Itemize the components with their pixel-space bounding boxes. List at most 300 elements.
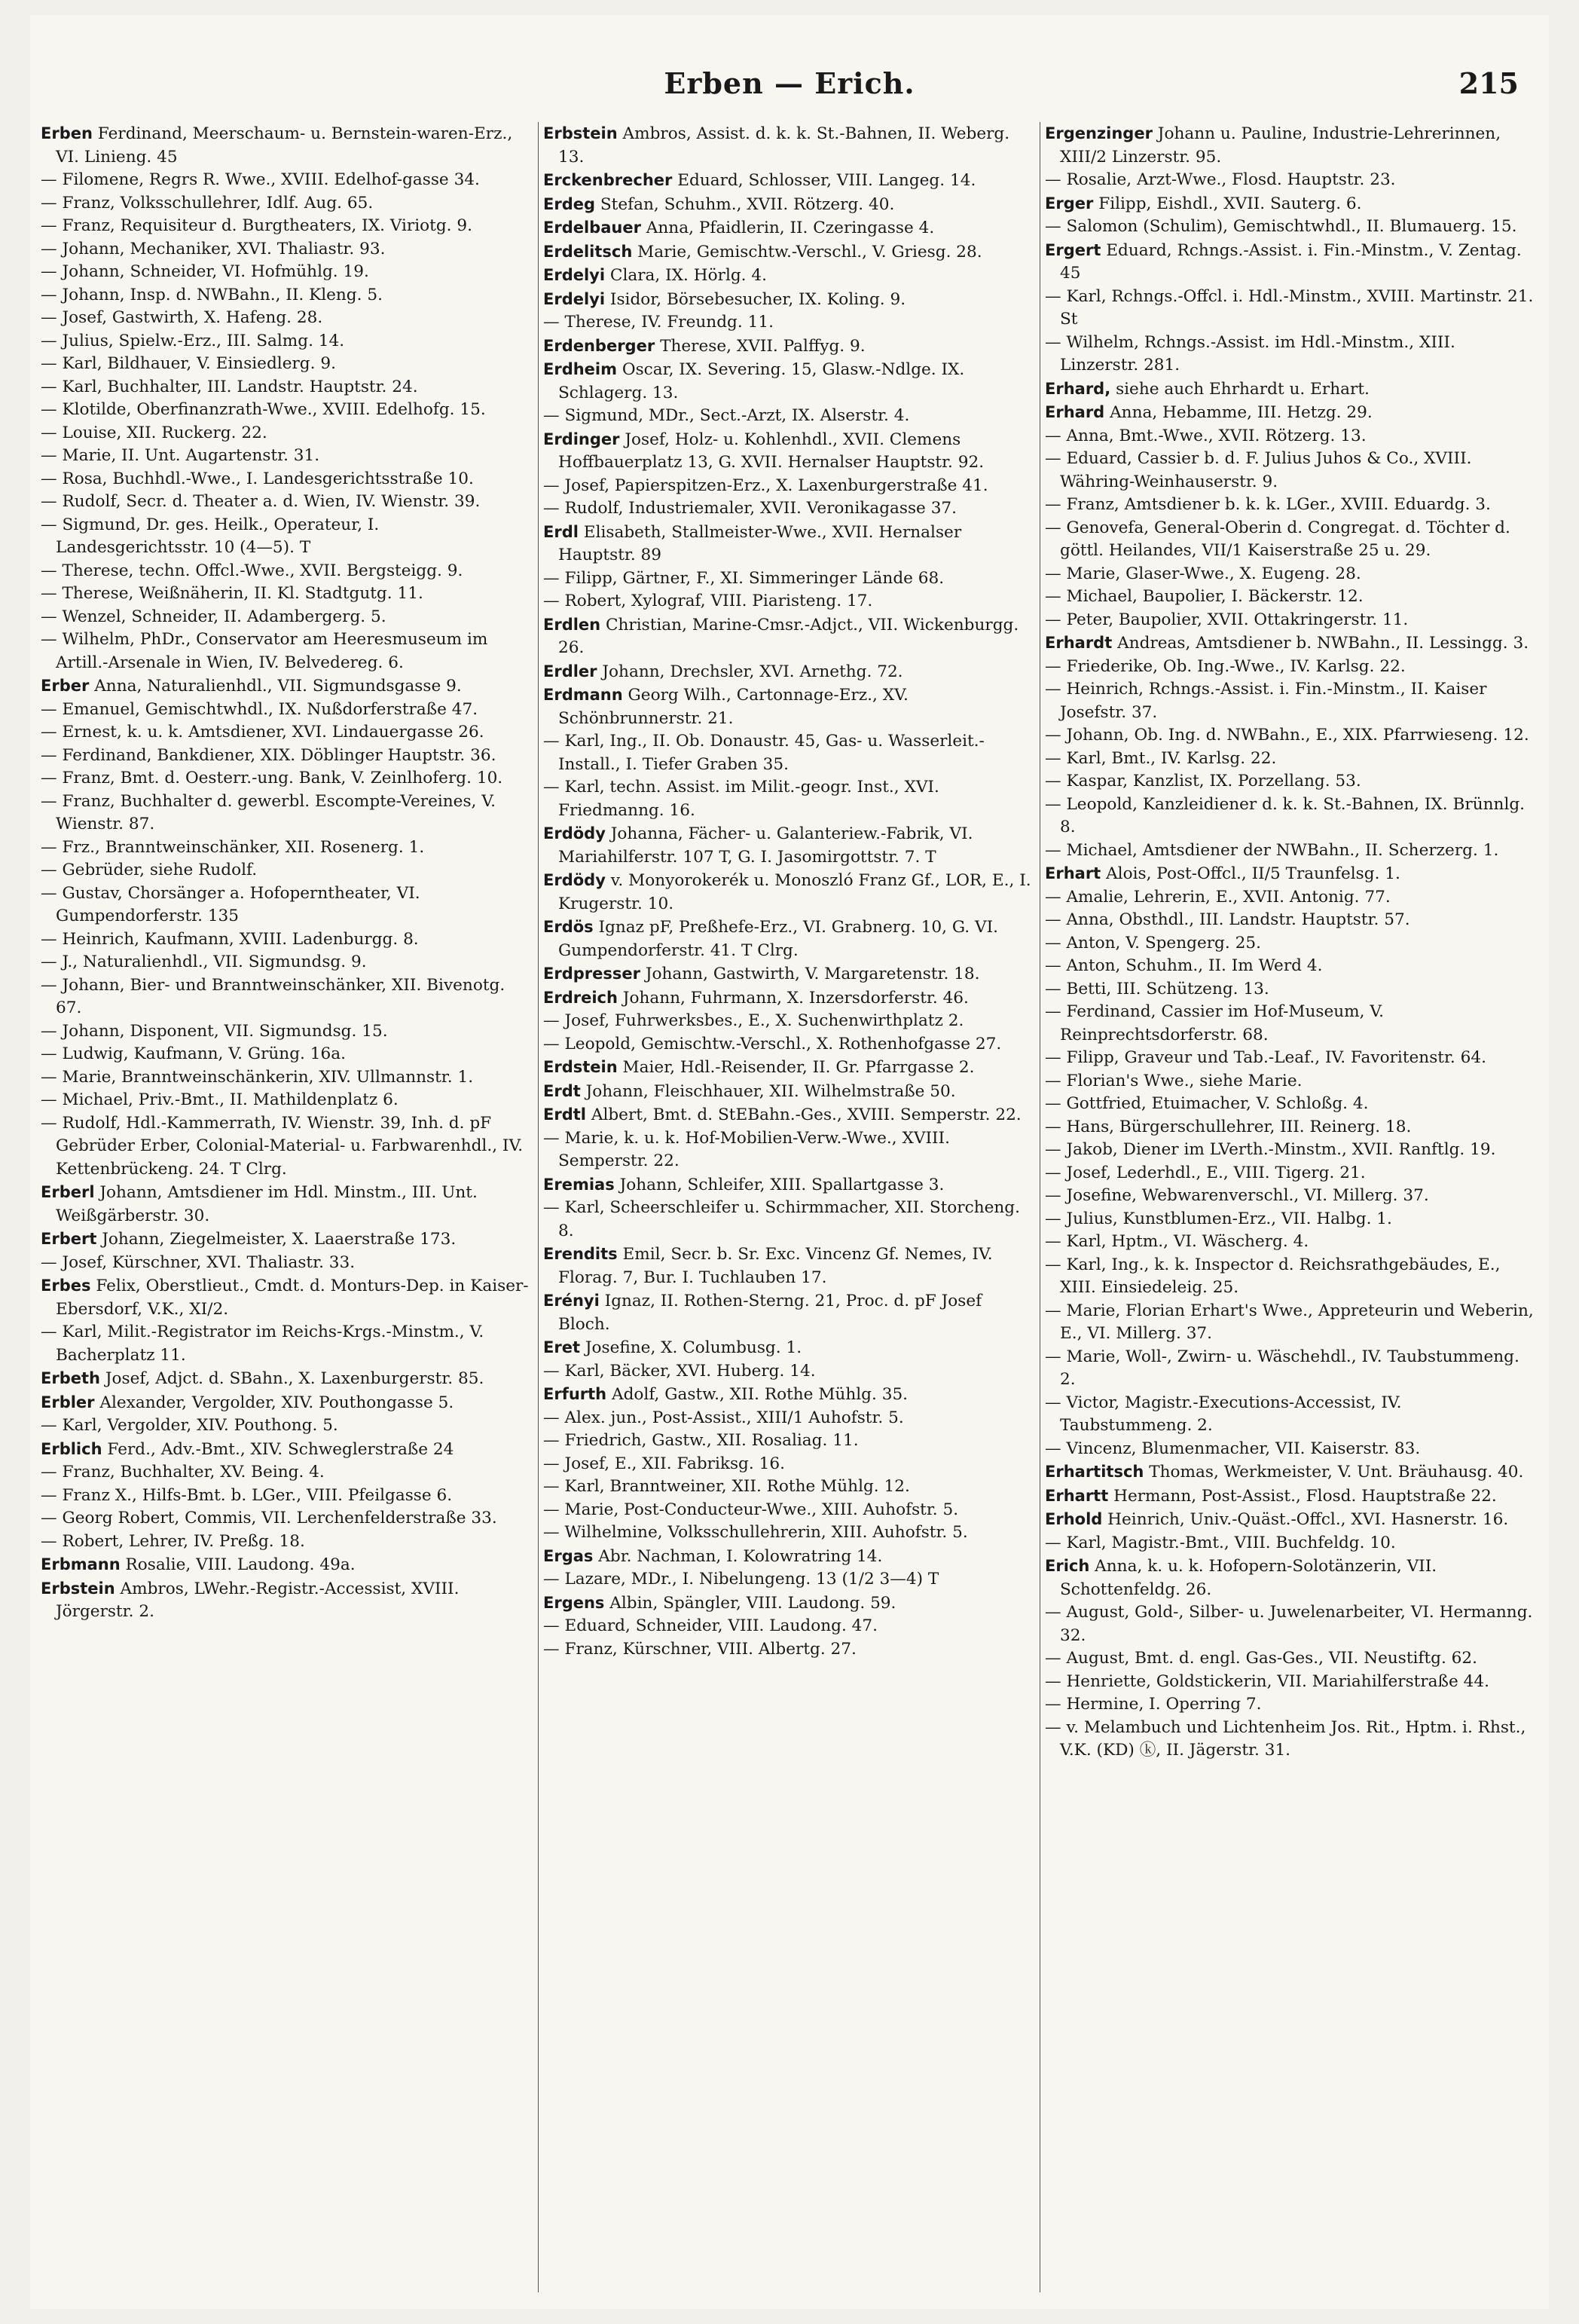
entry-text: — Hermine, I. Operring 7. xyxy=(1045,1695,1262,1714)
entry-surname: Erhart xyxy=(1045,864,1101,882)
page-header xyxy=(30,60,1549,121)
entry-text: — Josef, Fuhrwerksbes., E., X. Suchenwirthplatz 2. xyxy=(543,1011,964,1030)
directory-entry xyxy=(1045,1001,1537,1047)
entry-surname: Erényi xyxy=(543,1292,600,1310)
entry-text: — Filomene, Regrs R. Wwe., XVIII. Edelhof-gasse 34. xyxy=(41,170,480,189)
directory-entry xyxy=(543,216,1035,240)
directory-entry xyxy=(543,1499,1035,1522)
entry-surname: Eremias xyxy=(543,1175,615,1194)
entry-text: — Wenzel, Schneider, II. Adambergerg. 5. xyxy=(41,607,386,626)
entry-text: — Therese, Weißnäherin, II. Kl. Stadtgutg. 11. xyxy=(41,584,423,603)
entry-text: — Franz, Buchhalter d. gewerbl. Escompte-Vereines, V. Wienstr. 87. xyxy=(41,791,496,833)
entry-text: Josef, Holz- u. Kohlenhdl., XVII. Clemens Hoffbauerplatz 13, G. XVII. Hernalser Hauptstr. 92. xyxy=(558,430,985,472)
entry-text: Oscar, IX. Severing. 15, Glasw.-Ndlge. IX. Schlagerg. 13. xyxy=(558,360,965,402)
entry-text: — Franz, Bmt. d. Oesterr.-ung. Bank, V. Zeinlhoferg. 10. xyxy=(41,769,503,787)
entry-surname: Erbert xyxy=(41,1230,97,1248)
directory-entry xyxy=(543,776,1035,822)
entry-text: Eduard, Rchngs.-Assist. i. Fin.-Minstm., V. Zentag. 45 xyxy=(1060,240,1522,283)
entry-text: — Heinrich, Kaufmann, XVIII. Ladenburgg. 8. xyxy=(41,929,419,949)
entry-text: — Karl, Magistr.-Bmt., VIII. Buchfeldg. 10. xyxy=(1045,1533,1396,1552)
entry-text: — Peter, Baupolier, XVII. Ottakringerstr. 11. xyxy=(1045,610,1409,629)
entry-text: — Marie, Branntweinschänkerin, XIV. Ullmannstr. 1. xyxy=(41,1067,474,1087)
entry-surname: Erbstein xyxy=(41,1579,115,1598)
directory-entry xyxy=(41,560,533,583)
entry-surname: Erdenberger xyxy=(543,336,655,355)
entry-text: — Jakob, Diener im LVerth.-Minstm., XVII. Ranftlg. 19. xyxy=(1045,1140,1496,1159)
entry-text: — Kaspar, Kanzlist, IX. Porzellang. 53. xyxy=(1045,772,1361,790)
entry-text: Johann, Ziegelmeister, X. Laaerstraße 173. xyxy=(96,1230,457,1249)
directory-entry xyxy=(543,660,1035,684)
directory-entry xyxy=(41,882,533,928)
entry-text: Ambros, Assist. d. k. k. St.-Bahnen, II. Weberg. 13. xyxy=(558,124,1010,167)
directory-entry xyxy=(1045,494,1537,517)
directory-entry xyxy=(41,583,533,606)
directory-entry xyxy=(41,261,533,284)
directory-entry xyxy=(41,1321,533,1367)
directory-entry xyxy=(1045,169,1537,192)
directory-entry xyxy=(1045,955,1537,978)
directory-entry xyxy=(1045,1647,1537,1671)
directory-entry xyxy=(1045,839,1537,863)
directory-columns xyxy=(36,122,1543,2292)
entry-text: Johann, Fuhrmann, X. Inzersdorferstr. 46. xyxy=(617,988,969,1008)
entry-text: — Klotilde, Oberfinanzrath-Wwe., XVIII. Edelhofg. 15. xyxy=(41,400,486,419)
directory-entry xyxy=(543,986,1035,1011)
directory-entry xyxy=(1045,122,1537,169)
directory-entry xyxy=(543,264,1035,288)
entry-surname: Erben xyxy=(41,124,93,142)
entry-text: — Florian's Wwe., siehe Marie. xyxy=(1045,1071,1303,1090)
entry-surname: Erhartitsch xyxy=(1045,1463,1144,1481)
directory-entry xyxy=(543,169,1035,193)
directory-entry xyxy=(543,122,1035,169)
entry-surname: Erfurth xyxy=(543,1385,607,1403)
entry-text: — Marie, k. u. k. Hof-Mobilien-Verw.-Wwe., XVIII. Semperstr. 22. xyxy=(543,1128,950,1170)
directory-entry xyxy=(543,1056,1035,1080)
directory-entry xyxy=(41,767,533,790)
entry-text: — Henriette, Goldstickerin, VII. Mariahilferstraße 44. xyxy=(1045,1671,1489,1691)
entry-text: — Robert, Lehrer, IV. Preßg. 18. xyxy=(41,1531,305,1551)
entry-text: Hermann, Post-Assist., Flosd. Hauptstraße 22. xyxy=(1108,1486,1497,1506)
entry-surname: Erdreich xyxy=(543,988,618,1007)
entry-surname: Erdheim xyxy=(543,360,618,378)
entry-text: — Franz, Buchhalter, XV. Being. 4. xyxy=(41,1463,325,1482)
directory-entry xyxy=(543,1407,1035,1430)
entry-text: — Filipp, Gärtner, F., XI. Simmeringer Lände 68. xyxy=(543,568,945,588)
directory-entry xyxy=(41,699,533,722)
directory-entry xyxy=(1045,1346,1537,1392)
directory-entry xyxy=(1045,1116,1537,1139)
directory-entry xyxy=(1045,862,1537,886)
directory-entry xyxy=(1045,1555,1537,1601)
entry-text: — Karl, Branntweiner, XII. Rothe Mühlg. 12. xyxy=(543,1477,910,1496)
directory-entry xyxy=(1045,1671,1537,1694)
directory-entry xyxy=(1045,1532,1537,1555)
entry-text: — Gustav, Chorsänger a. Hofoperntheater, VI. Gumpendorferstr. 135 xyxy=(41,883,420,925)
directory-entry xyxy=(543,916,1035,962)
entry-text: — Lazare, MDr., I. Nibelungeng. 13 (1/2 3—4) T xyxy=(543,1570,939,1589)
entry-surname: Erger xyxy=(1045,194,1094,213)
entry-text: — Johann, Schneider, VI. Hofmühlg. 19. xyxy=(41,262,369,281)
directory-entry xyxy=(41,974,533,1020)
page-number: 215 xyxy=(1458,66,1519,100)
entry-text: — August, Gold-, Silber- u. Juwelenarbeiter, VI. Hermanng. 32. xyxy=(1045,1603,1533,1645)
entry-text: Johann u. Pauline, Industrie-Lehrerinnen, XIII/2 Linzerstr. 95. xyxy=(1060,124,1501,167)
directory-entry xyxy=(41,1577,533,1624)
directory-entry xyxy=(1045,1070,1537,1093)
entry-text: — Eduard, Schneider, VIII. Laudong. 47. xyxy=(543,1616,878,1635)
entry-text: Andreas, Amtsdiener b. NWBahn., II. Lessingg. 3. xyxy=(1112,634,1529,653)
entry-text: — Josef, Gastwirth, X. Hafeng. 28. xyxy=(41,308,323,327)
entry-text: Marie, Gemischtw.-Verschl., V. Griesg. 28. xyxy=(632,242,982,261)
directory-entry xyxy=(1045,1438,1537,1461)
directory-entry xyxy=(41,215,533,238)
directory-entry xyxy=(1045,1093,1537,1116)
entry-surname: Erdelyi xyxy=(543,266,606,284)
directory-entry xyxy=(41,859,533,882)
entry-text: — Karl, Bildhauer, V. Einsiedlerg. 9. xyxy=(41,354,336,373)
entry-text: — Ludwig, Kaufmann, V. Grüng. 16a. xyxy=(41,1044,346,1063)
directory-entry xyxy=(1045,1208,1537,1231)
entry-surname: Erdpresser xyxy=(543,965,640,983)
directory-entry xyxy=(41,1043,533,1066)
entry-text: Eduard, Schlosser, VIII. Langeg. 14. xyxy=(672,171,976,190)
entry-text: — Marie, II. Unt. Augartenstr. 31. xyxy=(41,446,320,465)
entry-text: — Georg Robert, Commis, VII. Lerchenfelderstraße 33. xyxy=(41,1509,497,1527)
directory-entry xyxy=(41,445,533,468)
entry-surname: Erdmann xyxy=(543,686,623,704)
entry-text: — Eduard, Cassier b. d. F. Julius Juhos & Co., XVIII. Währing-Weinhauserstr. 9. xyxy=(1045,449,1472,491)
entry-text: — Josef, Papierspitzen-Erz., X. Laxenburgerstraße 41. xyxy=(543,476,988,495)
entry-surname: Erdödy xyxy=(543,824,606,842)
entry-text: Anna, Naturalienhdl., VII. Sigmundsgasse 9. xyxy=(89,677,462,696)
directory-entry xyxy=(1045,286,1537,332)
directory-entry xyxy=(1045,978,1537,1001)
directory-entry xyxy=(543,567,1035,591)
entry-text: — Anna, Obsthdl., III. Landstr. Hauptstr. 57. xyxy=(1045,910,1410,929)
directory-entry xyxy=(41,1438,533,1462)
entry-text: — Michael, Baupolier, I. Bäckerstr. 12. xyxy=(1045,587,1364,606)
entry-text: Josef, Adjct. d. SBahn., X. Laxenburgerstr. 85. xyxy=(99,1369,484,1388)
entry-text: Georg Wilh., Cartonnage-Erz., XV. Schönbrunnerstr. 21. xyxy=(558,686,909,728)
directory-entry xyxy=(41,1228,533,1252)
entry-text: — Marie, Glaser-Wwe., X. Eugeng. 28. xyxy=(1045,564,1361,583)
entry-text: — Emanuel, Gemischtwhdl., IX. Nußdorferstraße 47. xyxy=(41,699,478,719)
entry-text: — Karl, Bmt., IV. Karlsg. 22. xyxy=(1045,748,1277,768)
entry-text: Ferd., Adv.-Bmt., XIV. Schweglerstraße 24 xyxy=(102,1439,454,1459)
entry-text: Albert, Bmt. d. StEBahn.-Ges., XVIII. Semperstr. 22. xyxy=(585,1105,1022,1124)
entry-text: — Josef, Kürschner, XVI. Thaliastr. 33. xyxy=(41,1252,356,1272)
entry-text: Anna, k. u. k. Hofopern-Solotänzerin, VII. Schottenfeldg. 26. xyxy=(1060,1557,1437,1599)
directory-entry xyxy=(41,238,533,261)
directory-entry xyxy=(543,1592,1035,1616)
directory-entry xyxy=(41,491,533,514)
entry-text: — Betti, III. Schützeng. 13. xyxy=(1045,979,1269,998)
directory-entry xyxy=(543,335,1035,359)
directory-entry xyxy=(41,1112,533,1182)
entry-text: — Franz X., Hilfs-Bmt. b. LGer., VIII. Pfeilgasse 6. xyxy=(41,1485,453,1505)
entry-text: Elisabeth, Stallmeister-Wwe., XVII. Hernalser Hauptstr. 89 xyxy=(558,522,962,564)
directory-entry xyxy=(1045,609,1537,632)
directory-entry xyxy=(41,330,533,353)
entry-text: — Karl, Hptm., VI. Wäscherg. 4. xyxy=(1045,1232,1309,1251)
entry-text: — Friedrich, Gastw., XII. Rosaliag. 11. xyxy=(543,1431,859,1450)
entry-text: — Ferdinand, Bankdiener, XIX. Döblinger Hauptstr. 36. xyxy=(41,745,496,765)
entry-text: — Leopold, Gemischtw.-Verschl., X. Rothenhofgasse 27. xyxy=(543,1034,1002,1053)
column-right xyxy=(1040,122,1541,2292)
entry-text: Anna, Hebamme, III. Hetzg. 29. xyxy=(1104,403,1373,422)
entry-text: Johann, Fleischhauer, XII. Wilhelmstraße 50. xyxy=(580,1081,956,1101)
directory-entry xyxy=(543,193,1035,217)
directory-entry xyxy=(1045,448,1537,494)
entry-text: — Marie, Post-Conducteur-Wwe., XIII. Auhofstr. 5. xyxy=(543,1500,959,1519)
entry-surname: Erdelbauer xyxy=(543,219,641,237)
entry-text: Emil, Secr. b. Sr. Exc. Vincenz Gf. Nemes, IV. Florag. 7, Bur. I. Tuchlauben 17. xyxy=(558,1245,993,1287)
directory-entry xyxy=(1045,563,1537,586)
directory-entry xyxy=(41,1507,533,1530)
directory-entry xyxy=(543,683,1035,730)
directory-entry xyxy=(543,1010,1035,1033)
entry-text: — Vincenz, Blumenmacher, VII. Kaiserstr. 83. xyxy=(1045,1439,1421,1458)
entry-text: — Anton, V. Spengerg. 25. xyxy=(1045,933,1261,953)
entry-text: — Franz, Amtsdiener b. k. k. LGer., XVIII. Eduardg. 3. xyxy=(1045,495,1491,514)
directory-entry xyxy=(1045,216,1537,239)
directory-entry xyxy=(543,1475,1035,1499)
directory-entry xyxy=(41,836,533,860)
entry-text: Ambros, LWehr.-Registr.-Accessist, XVIII. Jörgerstr. 2. xyxy=(56,1579,460,1621)
entry-text: Ignaz, II. Rothen-Sterng. 21, Proc. d. pF Josef Bloch. xyxy=(558,1292,982,1334)
directory-entry xyxy=(41,745,533,768)
entry-text: Heinrich, Univ.-Quäst.-Offcl., XVI. Hasnerstr. 16. xyxy=(1102,1510,1509,1529)
entry-surname: Erckenbrecher xyxy=(543,171,673,189)
entry-text: Ferdinand, Meerschaum- u. Bernstein-waren-Erz., VI. Linieng. 45 xyxy=(56,124,513,167)
directory-entry xyxy=(41,1485,533,1508)
directory-entry xyxy=(543,240,1035,265)
directory-entry xyxy=(543,1545,1035,1569)
entry-text: — Anna, Bmt.-Wwe., XVII. Rötzerg. 13. xyxy=(1045,426,1367,445)
entry-text: — Rudolf, Secr. d. Theater a. d. Wien, IV. Wienstr. 39. xyxy=(41,492,481,511)
directory-entry xyxy=(41,399,533,422)
entry-text: Johanna, Fächer- u. Galanteriew.-Fabrik, VI. Mariahilferstr. 107 T, G. I. Jasomirgottstr. 7. T xyxy=(558,824,973,867)
directory-entry xyxy=(543,521,1035,567)
entry-surname: Erbstein xyxy=(543,124,618,142)
entry-surname: Ergens xyxy=(543,1593,605,1612)
directory-entry xyxy=(1045,1047,1537,1070)
entry-text: Rosalie, VIII. Laudong. 49a. xyxy=(120,1555,356,1574)
entry-text: — Leopold, Kanzleidiener d. k. k. St.-Bahnen, IX. Brünnlg. 8. xyxy=(1045,794,1526,836)
directory-entry xyxy=(1045,1392,1537,1438)
entry-surname: Erich xyxy=(1045,1557,1090,1575)
directory-entry xyxy=(1045,886,1537,910)
entry-text: Stefan, Schuhm., XVII. Rötzerg. 40. xyxy=(595,194,895,214)
entry-text: — Karl, Buchhalter, III. Landstr. Hauptstr. 24. xyxy=(41,377,418,396)
directory-entry xyxy=(1045,1693,1537,1717)
directory-entry xyxy=(41,422,533,445)
directory-entry xyxy=(543,311,1035,335)
entry-surname: Erbmann xyxy=(41,1555,121,1573)
entry-text: — Rudolf, Hdl.-Kammerrath, IV. Wienstr. 39, Inh. d. pF Gebrüder Erber, Colonial-Material- u. Farbwarenhdl., IV. Kettenbrückeng. 24. T Clrg. xyxy=(41,1113,524,1179)
entry-text: — Hans, Bürgerschullehrer, III. Reinerg. 18. xyxy=(1045,1117,1412,1136)
directory-entry xyxy=(41,376,533,399)
entry-text: Abr. Nachman, I. Kolowratring 14. xyxy=(593,1546,883,1566)
entry-text: — Karl, Milit.-Registrator im Reichs-Krgs.-Minstm., V. Bacherplatz 11. xyxy=(41,1323,484,1365)
column-left xyxy=(36,122,538,2292)
entry-text: — Therese, techn. Offcl.-Wwe., XVII. Bergsteigg. 9. xyxy=(41,561,463,580)
directory-entry xyxy=(41,169,533,192)
directory-entry xyxy=(1045,1508,1537,1532)
entry-surname: Erdelitsch xyxy=(543,242,633,261)
directory-entry xyxy=(41,1367,533,1391)
directory-entry xyxy=(1045,1300,1537,1346)
directory-entry xyxy=(41,122,533,169)
entry-text: — Gottfried, Etuimacher, V. Schloßg. 4. xyxy=(1045,1094,1369,1113)
directory-entry xyxy=(41,1414,533,1438)
directory-entry xyxy=(543,1173,1035,1197)
directory-entry xyxy=(1045,1185,1537,1208)
directory-entry xyxy=(1045,1485,1537,1509)
entry-text: — J., Naturalienhdl., VII. Sigmundsg. 9. xyxy=(41,953,367,971)
entry-text: — Franz, Requisiteur d. Burgtheaters, IX. Viriotg. 9. xyxy=(41,216,472,235)
entry-text: — Therese, IV. Freundg. 11. xyxy=(543,313,774,332)
directory-entry xyxy=(1045,656,1537,679)
directory-entry xyxy=(41,1553,533,1577)
directory-entry xyxy=(1045,192,1537,216)
entry-surname: Erhard, xyxy=(1045,379,1111,398)
directory-entry xyxy=(1045,517,1537,563)
directory-entry xyxy=(543,405,1035,428)
entry-text: — Karl, Scheerschleifer u. Schirmmacher, XII. Storcheng. 8. xyxy=(543,1198,1020,1240)
directory-entry xyxy=(543,1197,1035,1243)
directory-entry xyxy=(41,1181,533,1228)
entry-text: — Karl, techn. Assist. im Milit.-geogr. Inst., XVI. Friedmanng. 16. xyxy=(543,778,939,820)
directory-entry xyxy=(543,1033,1035,1057)
directory-entry xyxy=(543,1243,1035,1289)
entry-text: — Marie, Woll-, Zwirn- u. Wäschehdl., IV. Taubstummeng. 2. xyxy=(1045,1347,1519,1389)
entry-text: — Alex. jun., Post-Assist., XIII/1 Auhofstr. 5. xyxy=(543,1408,904,1427)
directory-entry xyxy=(41,928,533,952)
entry-surname: Erbes xyxy=(41,1277,91,1295)
entry-text: — Ferdinand, Cassier im Hof-Museum, V. Reinprechtsdorferstr. 68. xyxy=(1045,1002,1385,1044)
directory-entry xyxy=(41,1530,533,1554)
directory-entry xyxy=(41,721,533,745)
entry-text: — Sigmund, Dr. ges. Heilk., Operateur, I. Landesgerichtsstr. 10 (4—5). T xyxy=(41,515,380,557)
entry-surname: Erdödy xyxy=(543,871,606,889)
directory-entry xyxy=(1045,932,1537,956)
directory-entry xyxy=(41,514,533,560)
directory-entry xyxy=(41,1089,533,1112)
entry-text: — Michael, Priv.-Bmt., II. Mathildenplatz 6. xyxy=(41,1090,399,1109)
entry-surname: Erhardt xyxy=(1045,634,1113,652)
entry-text: Therese, XVII. Palffyg. 9. xyxy=(655,336,866,356)
directory-entry xyxy=(543,1103,1035,1127)
entry-text: — Gebrüder, siehe Rudolf. xyxy=(41,861,258,879)
entry-surname: Erhartt xyxy=(1045,1486,1109,1505)
directory-entry xyxy=(543,1289,1035,1336)
entry-text: Adolf, Gastw., XII. Rothe Mühlg. 35. xyxy=(606,1385,909,1404)
directory-entry xyxy=(41,1020,533,1044)
entry-text: siehe auch Ehrhardt u. Erhart. xyxy=(1110,379,1370,399)
directory-entry xyxy=(543,1521,1035,1545)
entry-text: — Robert, Xylograf, VIII. Piaristeng. 17. xyxy=(543,592,873,610)
entry-text: — Wilhelmine, Volksschullehrerin, XIII. Auhofstr. 5. xyxy=(543,1523,968,1542)
entry-text: — Josef, Lederhdl., E., VIII. Tigerg. 21. xyxy=(1045,1163,1366,1182)
directory-entry xyxy=(41,606,533,629)
entry-text: — Friederike, Ob. Ing.-Wwe., IV. Karlsg. 22. xyxy=(1045,656,1406,676)
directory-entry xyxy=(1045,401,1537,425)
entry-surname: Erhard xyxy=(1045,403,1105,421)
entry-text: — Sigmund, MDr., Sect.-Arzt, IX. Alserstr. 4. xyxy=(543,406,910,425)
entry-text: — Filipp, Graveur und Tab.-Leaf., IV. Favoritenstr. 64. xyxy=(1045,1048,1486,1067)
entry-text: — Marie, Florian Erhart's Wwe., Appreteurin und Weberin, E., VI. Millerg. 37. xyxy=(1045,1301,1534,1343)
entry-text: — Amalie, Lehrerin, E., XVII. Antonig. 77. xyxy=(1045,887,1391,907)
directory-entry xyxy=(1045,425,1537,448)
directory-entry xyxy=(1045,586,1537,609)
entry-text: — Johann, Bier- und Branntweinschänker, XII. Bivenotg. 67. xyxy=(41,975,505,1017)
directory-entry xyxy=(41,1252,533,1275)
entry-text: — Karl, Bäcker, XVI. Huberg. 14. xyxy=(543,1361,816,1381)
entry-text: — Rudolf, Industriemaler, XVII. Veronikagasse 37. xyxy=(543,499,957,518)
entry-text: — Josef, E., XII. Fabriksg. 16. xyxy=(543,1454,785,1473)
entry-text: Josefine, X. Columbusg. 1. xyxy=(579,1338,802,1357)
directory-entry xyxy=(1045,631,1537,656)
directory-entry xyxy=(1045,1460,1537,1485)
entry-text: Johann, Gastwirth, V. Margaretenstr. 18. xyxy=(640,965,980,983)
directory-entry xyxy=(1045,378,1537,402)
entry-text: — Julius, Spielw.-Erz., III. Salmg. 14. xyxy=(41,331,345,350)
entry-text: — Rosa, Buchhdl.-Wwe., I. Landesgerichtsstraße 10. xyxy=(41,469,474,488)
entry-text: Filipp, Eishdl., XVII. Sauterg. 6. xyxy=(1093,194,1362,213)
entry-text: — Wilhelm, PhDr., Conservator am Heeresmuseum im Artill.-Arsenale in Wien, IV. Belvedereg. 6. xyxy=(41,630,488,672)
entry-text: Isidor, Börsebesucher, IX. Koling. 9. xyxy=(605,289,906,309)
entry-text: Johann, Drechsler, XVI. Arnethg. 72. xyxy=(597,662,903,681)
entry-text: — Karl, Vergolder, XIV. Pouthong. 5. xyxy=(41,1416,338,1435)
entry-text: — Louise, XII. Ruckerg. 22. xyxy=(41,423,267,442)
entry-text: — Rosalie, Arzt-Wwe., Flosd. Hauptstr. 23. xyxy=(1045,170,1396,189)
entry-text: Ignaz pF, Preßhefe-Erz., VI. Grabnerg. 10, G. VI. Gumpendorferstr. 41. T Clrg. xyxy=(558,918,999,960)
directory-entry xyxy=(543,288,1035,312)
directory-entry xyxy=(543,1127,1035,1173)
entry-text: — Genovefa, General-Oberin d. Congregat. d. Töchter d. göttl. Heilandes, VII/1 Kaiserstraße 25 u. 29. xyxy=(1045,518,1510,560)
directory-entry xyxy=(543,1080,1035,1104)
entry-text: — Julius, Kunstblumen-Erz., VII. Halbg. 1. xyxy=(1045,1209,1392,1228)
entry-text: Maier, Hdl.-Reisender, II. Gr. Pfarrgasse 2. xyxy=(617,1058,975,1077)
directory-entry xyxy=(543,1615,1035,1638)
column-middle xyxy=(538,122,1040,2292)
entry-text: — August, Bmt. d. engl. Gas-Ges., VII. Neustiftg. 62. xyxy=(1045,1649,1478,1668)
entry-surname: Erdelyi xyxy=(543,289,606,308)
entry-surname: Erdler xyxy=(543,662,597,680)
directory-entry xyxy=(41,628,533,674)
entry-text: — Anton, Schuhm., II. Im Werd 4. xyxy=(1045,956,1323,975)
directory-entry xyxy=(1045,1717,1537,1763)
directory-entry xyxy=(41,192,533,216)
entry-surname: Ergenzinger xyxy=(1045,124,1153,142)
directory-entry xyxy=(41,951,533,974)
entry-text: Anna, Pfaidlerin, II. Czeringasse 4. xyxy=(640,219,935,237)
entry-text: — Karl, Ing., II. Ob. Donaustr. 45, Gas- u. Wasserleit.-Install., I. Tiefer Graben 35. xyxy=(543,732,985,774)
directory-entry xyxy=(1045,1162,1537,1185)
entry-text: — Johann, Ob. Ing. d. NWBahn., E., XIX. Pfarrwieseng. 12. xyxy=(1045,726,1529,745)
directory-entry xyxy=(543,1453,1035,1476)
entry-surname: Erhold xyxy=(1045,1510,1103,1528)
entry-text: — Johann, Mechaniker, XVI. Thaliastr. 93. xyxy=(41,239,386,258)
entry-text: — Johann, Insp. d. NWBahn., II. Kleng. 5. xyxy=(41,285,383,304)
entry-text: — v. Melambuch und Lichtenheim Jos. Rit., Hptm. i. Rhst., V.K. (KD) ⓚ, II. Jägerstr. 31. xyxy=(1045,1717,1526,1760)
directory-entry xyxy=(543,822,1035,869)
entry-surname: Erdlen xyxy=(543,615,601,634)
entry-surname: Erdt xyxy=(543,1081,581,1100)
directory-entry xyxy=(41,284,533,307)
